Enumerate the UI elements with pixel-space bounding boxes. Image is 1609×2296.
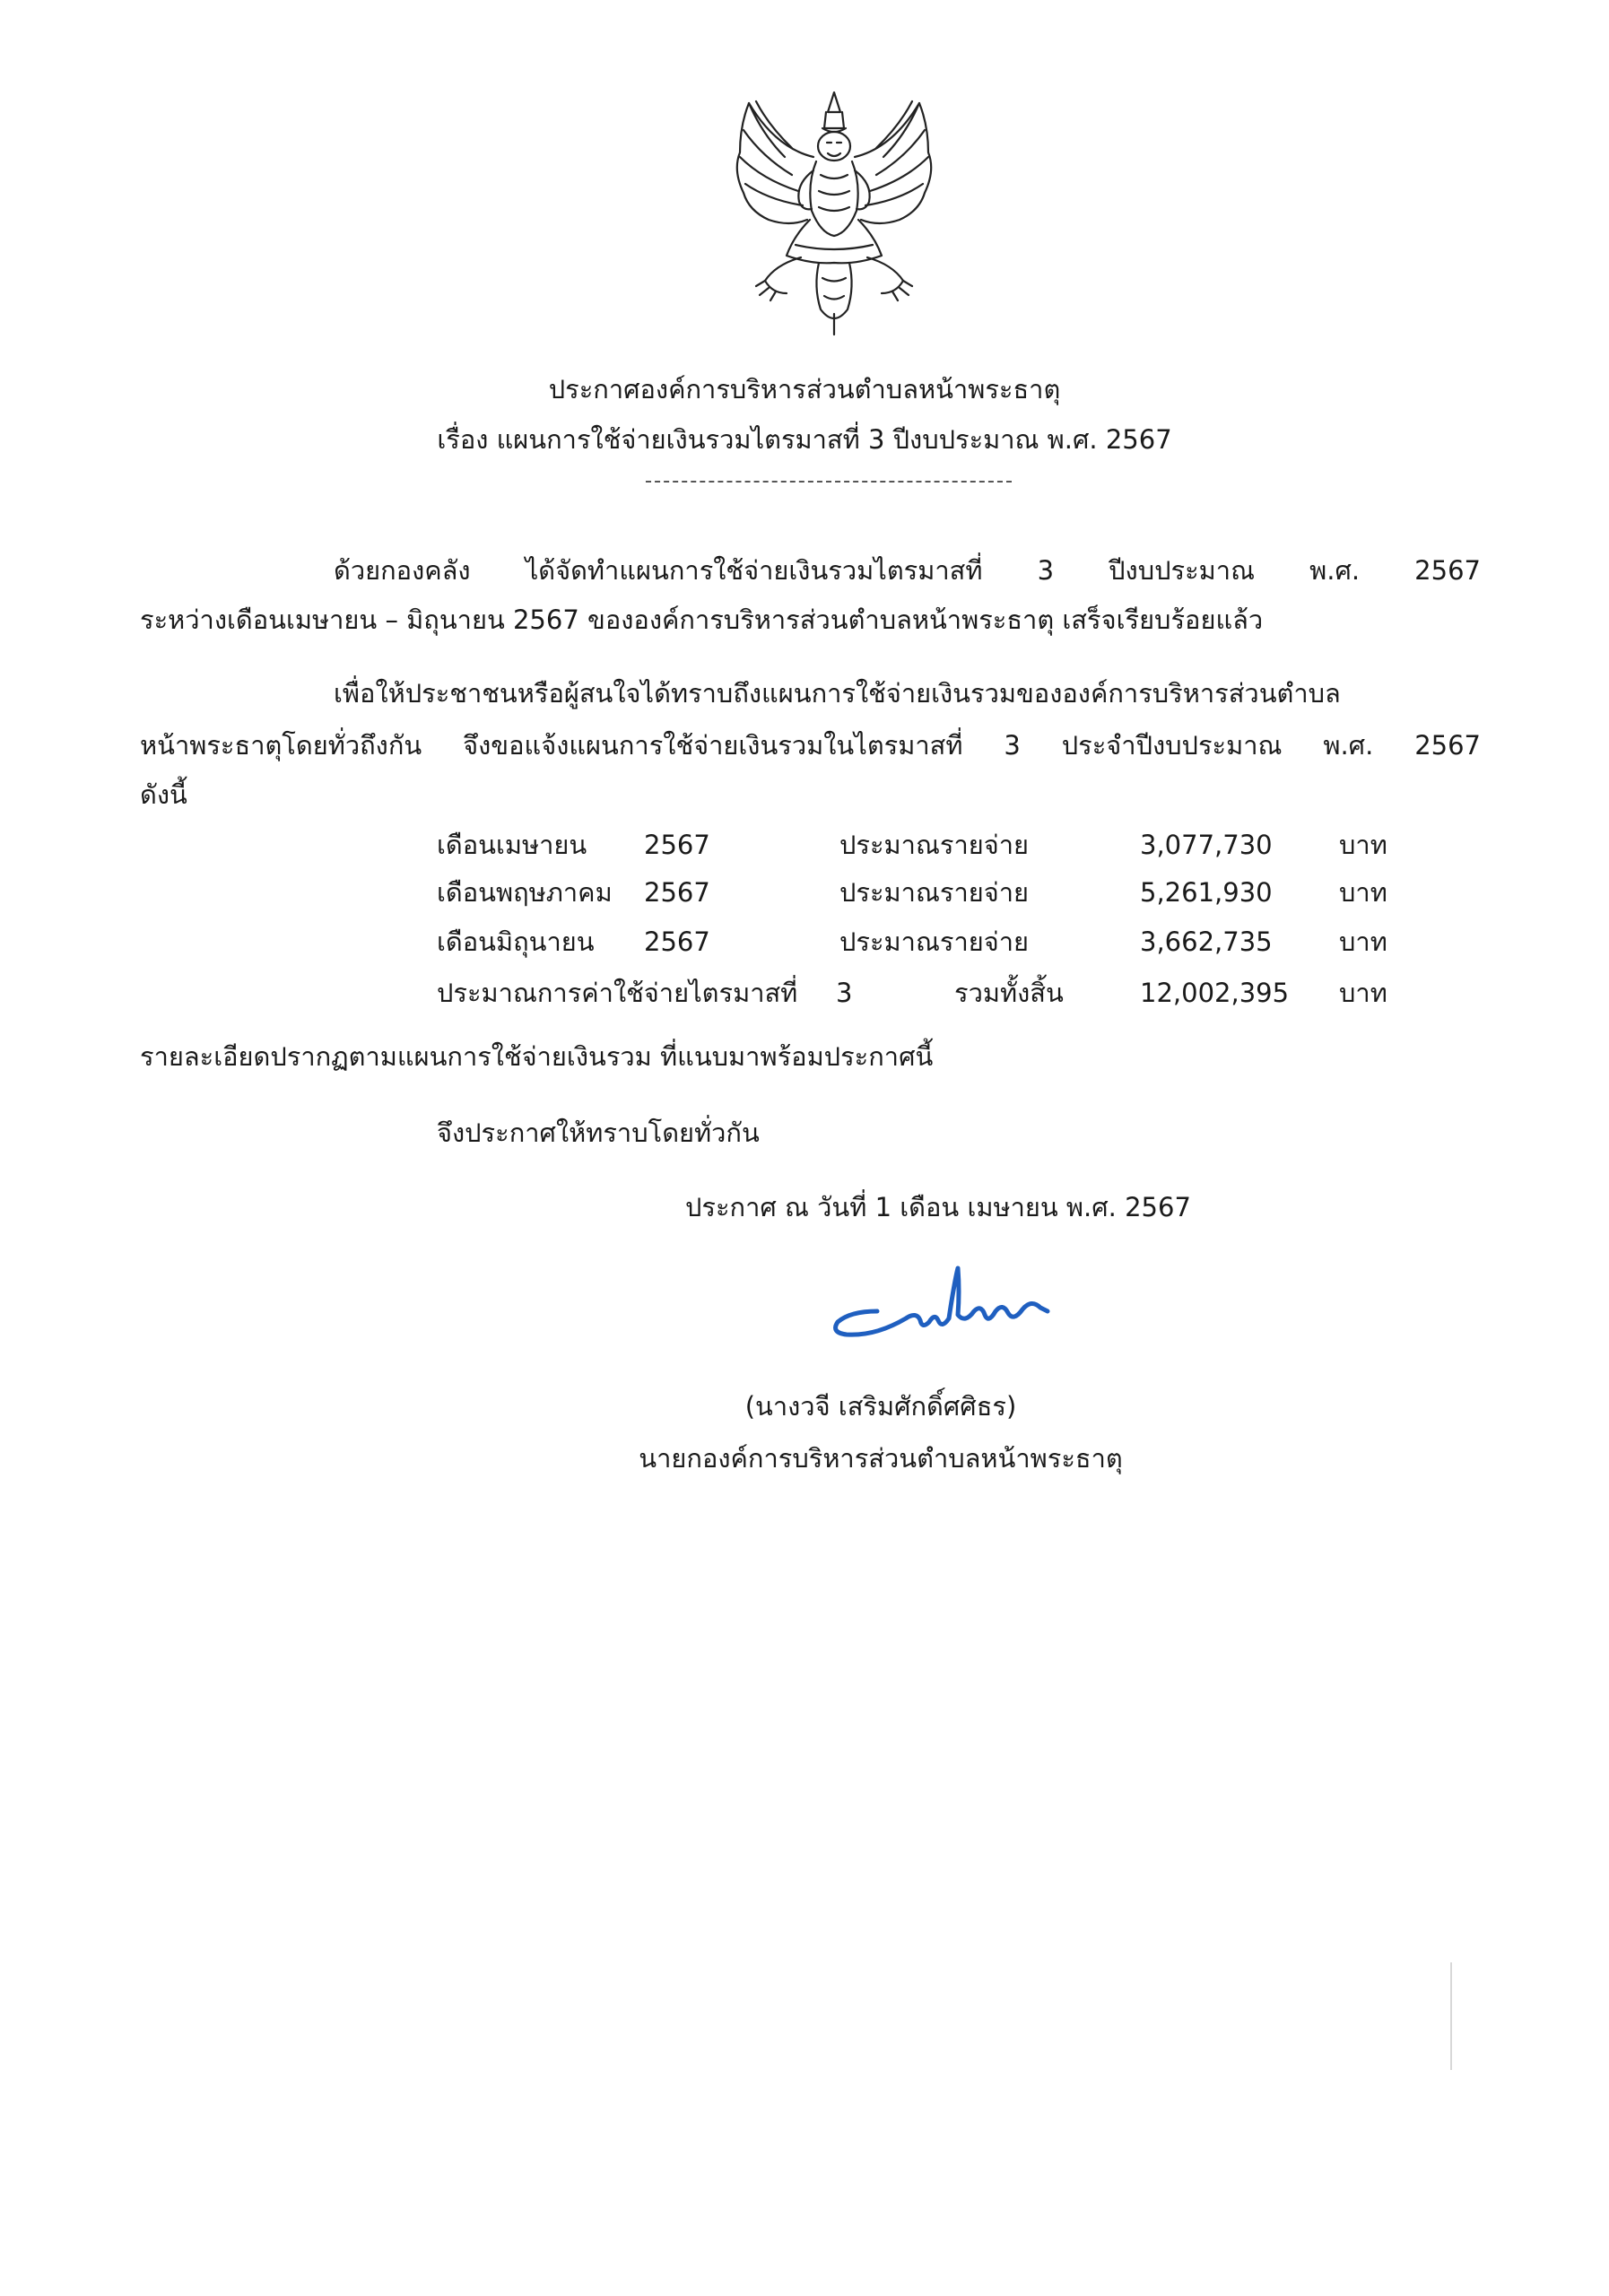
closing-line: จึงประกาศให้ทราบโดยทั่วกัน [437,1118,760,1148]
signatory-name-text: (นางวจี เสริมศักดิ์ศศิธร) [744,1391,1017,1422]
budget-year: 2567 [644,830,710,860]
paragraph-2-line-2: หน้าพระธาตุโดยทั่วถึงกัน จึงขอแจ้งแผนการใช้จ่ายเงินรวมในไตรมาสที่ 3 ประจำปีงบประมาณ พ.ศ. 2567 [140,730,1481,761]
announcement-subject: เรื่อง แผนการใช้จ่ายเงินรวมไตรมาสที่ 3 ปีงบประมาณ พ.ศ. 2567 [437,424,1172,455]
details-note: รายละเอียดปรากฏตามแผนการใช้จ่ายเงินรวม ที่แนบมาพร้อมประกาศนี้ [140,1041,934,1072]
budget-month: เดือนเมษายน [437,830,587,860]
paragraph-1-line-2: ระหว่างเดือนเมษายน – มิถุนายน 2567 ขององค์การบริหารส่วนตำบลหน้าพระธาตุ เสร็จเรียบร้อยแล้ว [140,604,1264,635]
total-amount: 12,002,395 [1140,978,1290,1008]
garuda-emblem-icon [713,85,955,341]
budget-year: 2567 [644,926,710,957]
title-divider [646,481,1012,483]
budget-label: ประมาณรายจ่าย [839,830,1029,860]
budget-total-row [0,970,1609,1015]
budget-amount: 3,077,730 [1140,830,1273,860]
scan-edge-mark [1450,1962,1452,2070]
total-unit: บาท [1339,978,1387,1008]
budget-amount: 3,662,735 [1140,926,1273,957]
budget-unit: บาท [1339,830,1387,860]
total-label: ประมาณการค่าใช้จ่ายไตรมาสที่ [437,978,798,1008]
paragraph-1-line-1: ด้วยกองคลัง ได้จัดทำแผนการใช้จ่ายเงินรวมไตรมาสที่ 3 ปีงบประมาณ พ.ศ. 2567 [334,555,1481,586]
budget-unit: บาท [1339,926,1387,957]
announcement-title: ประกาศองค์การบริหารส่วนตำบลหน้าพระธาตุ [548,374,1061,404]
total-sum-label: รวมทั้งสิ้น [954,978,1064,1008]
budget-row [0,822,1609,867]
signature-stroke [836,1268,1048,1335]
signatory-position-text: นายกองค์การบริหารส่วนตำบลหน้าพระธาตุ [639,1443,1123,1474]
signatory-name [0,1381,1609,1431]
total-quarter: 3 [836,978,853,1008]
signature-icon [823,1256,1053,1354]
budget-month: เดือนพฤษภาคม [437,877,613,908]
budget-amount: 5,261,930 [1140,877,1273,908]
budget-unit: บาท [1339,877,1387,908]
signatory-position [0,1433,1609,1483]
budget-row [0,870,1609,915]
budget-label: ประมาณรายจ่าย [839,926,1029,957]
budget-row [0,919,1609,964]
budget-label: ประมาณรายจ่าย [839,877,1029,908]
budget-month: เดือนมิถุนายน [437,926,595,957]
announcement-date: ประกาศ ณ วันที่ 1 เดือน เมษายน พ.ศ. 2567 [685,1192,1191,1222]
paragraph-2-line-1: เพื่อให้ประชาชนหรือผู้สนใจได้ทราบถึงแผนการใช้จ่ายเงินรวมขององค์การบริหารส่วนตำบล [334,678,1341,709]
budget-year: 2567 [644,877,710,908]
paragraph-2-line-3: ดังนี้ [140,779,187,810]
